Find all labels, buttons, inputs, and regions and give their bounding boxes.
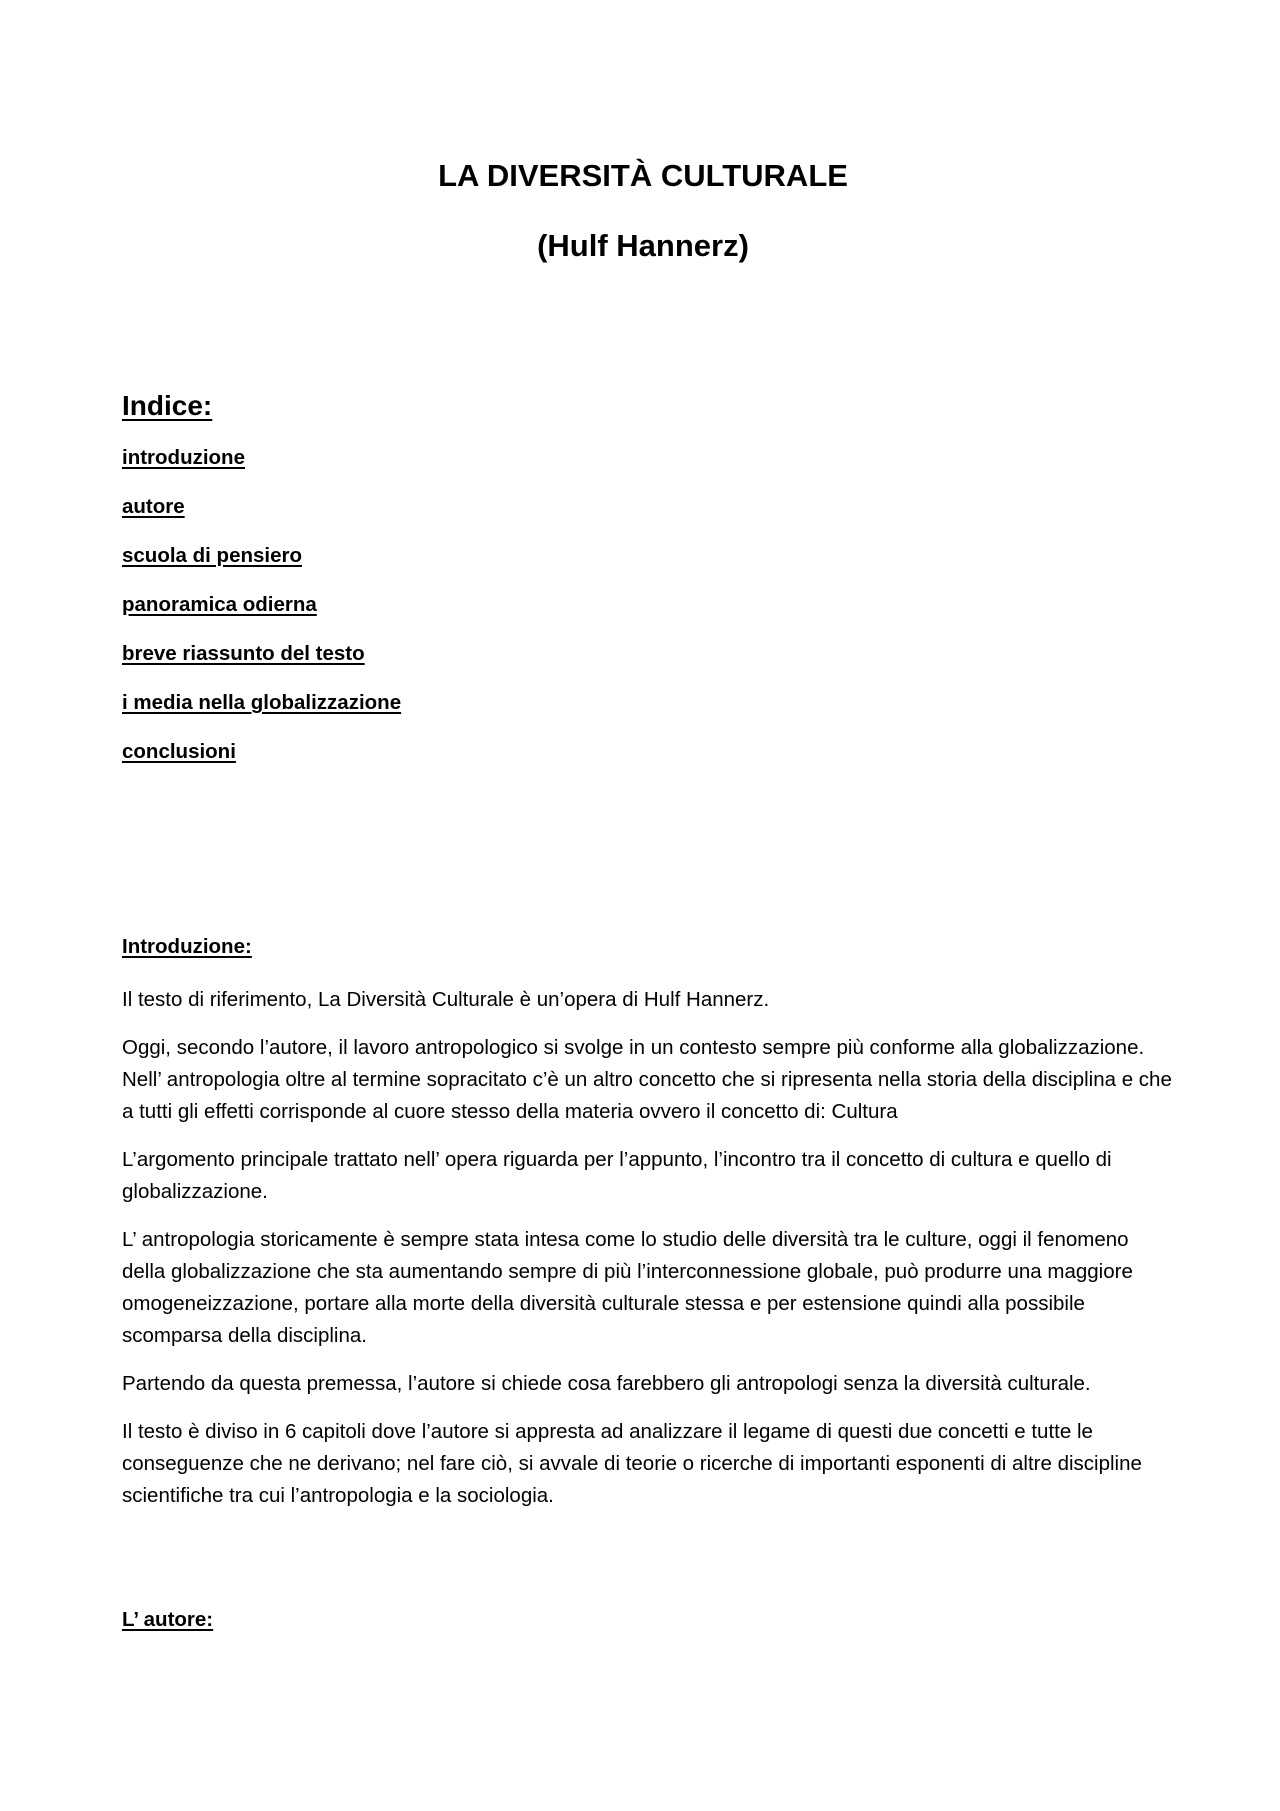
index-item[interactable] xyxy=(122,593,401,642)
document-subtitle: (Hulf Hannerz) xyxy=(537,228,749,263)
author-heading: L’ autore: xyxy=(122,1608,214,1631)
index-item-autore[interactable]: autore xyxy=(122,495,185,518)
introduction-heading: Introduzione: xyxy=(122,935,252,958)
paragraph: L’ antropologia storicamente è sempre stata intesa come lo studio delle diversità tra le culture, oggi il fenomeno della globalizzazione che sta aumentando sempre di più l’interconnessione globale, può produrre una maggiore omogeneizzazione, portare alla morte della diversità culturale stessa e per estensione quindi alla possibile scomparsa della disciplina. xyxy=(122,1228,1133,1347)
paragraph: Partendo da questa premessa, l’autore si chiede cosa farebbero gli antropologi senza la diversità culturale. xyxy=(122,1372,1091,1395)
index-item[interactable] xyxy=(122,446,401,495)
index-item[interactable] xyxy=(122,642,401,691)
index-item-media-globalizzazione[interactable]: i media nella globalizzazione xyxy=(122,691,402,714)
index-item-conclusioni[interactable]: conclusioni xyxy=(122,740,236,763)
index-item-scuola-di-pensiero[interactable]: scuola di pensiero xyxy=(122,544,302,567)
index-item-breve-riassunto[interactable]: breve riassunto del testo xyxy=(122,642,365,665)
index-item-introduzione[interactable]: introduzione xyxy=(122,446,245,469)
index-item[interactable] xyxy=(122,691,401,740)
paragraph: Il testo di riferimento, La Diversità Culturale è un’opera di Hulf Hannerz. xyxy=(122,988,770,1011)
index-item[interactable] xyxy=(122,544,401,593)
introduction-body xyxy=(122,984,1172,1528)
index-heading: Indice: xyxy=(122,390,213,421)
index-item-panoramica-odierna[interactable]: panoramica odierna xyxy=(122,593,317,616)
index-item[interactable] xyxy=(122,740,401,789)
paragraph: Oggi, secondo l’autore, il lavoro antropologico si svolge in un contesto sempre più conforme alla globalizzazione. Nell’ antropologia oltre al termine sopracitato c’è un altro concetto che si ripresenta nella storia della disciplina e che a tutti gli effetti corrisponde al cuore stesso della materia ovvero il concetto di: Cultura xyxy=(122,1036,1172,1123)
document-title: LA DIVERSITÀ CULTURALE xyxy=(438,158,848,193)
index-list xyxy=(122,446,401,789)
paragraph: L’argomento principale trattato nell’ opera riguarda per l’appunto, l’incontro tra il concetto di cultura e quello di globalizzazione. xyxy=(122,1148,1112,1203)
index-item[interactable] xyxy=(122,495,401,544)
paragraph: Il testo è diviso in 6 capitoli dove l’autore si appresta ad analizzare il legame di questi due concetti e tutte le conseguenze che ne derivano; nel fare ciò, si avvale di teorie o ricerche di importanti esponenti di altre discipline scientifiche tra cui l’antropologia e la sociologia. xyxy=(122,1420,1142,1507)
